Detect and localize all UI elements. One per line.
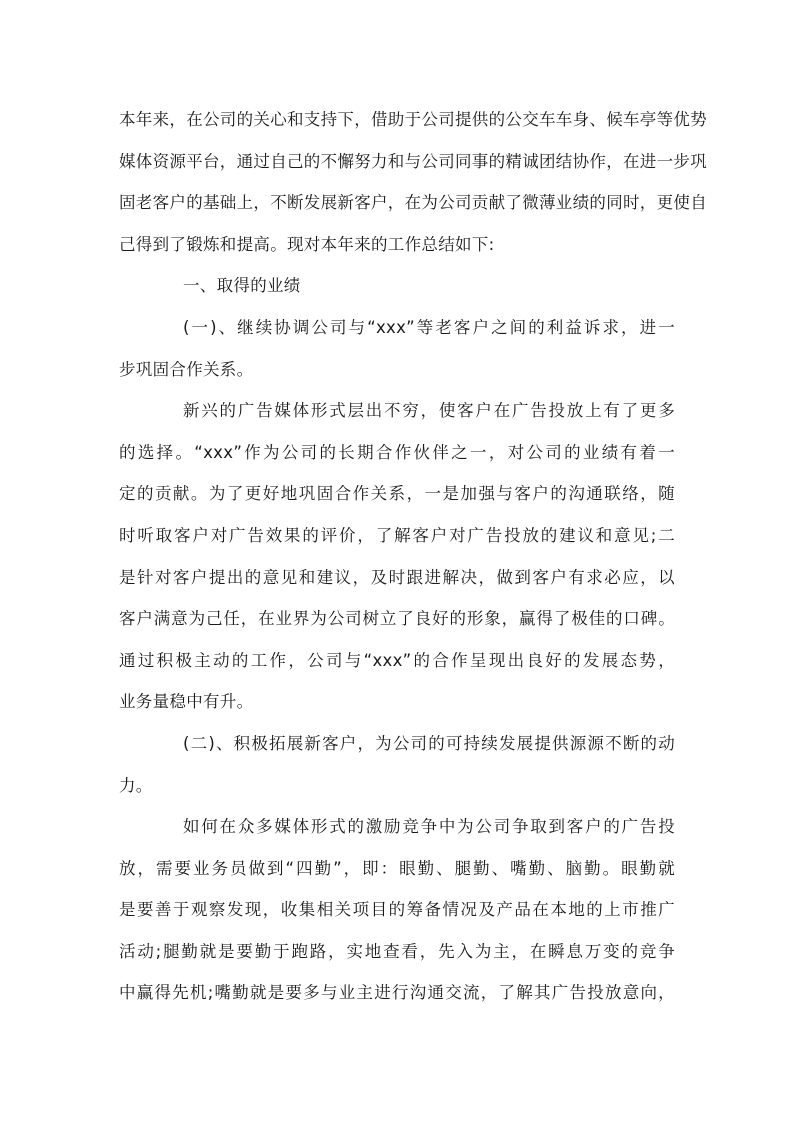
text-line: 力。 — [119, 775, 153, 795]
text-line: 客户满意为己任，在业界为公司树立了良好的形象，赢得了极佳的口碑。 — [119, 609, 675, 629]
text-line: 的选择。“xxx”作为公司的长期合作伙伴之一，对公司的业绩有着一 — [119, 442, 675, 462]
text-line: 固老客户的基础上，不断发展新客户，在为公司贡献了微薄业绩的同时，更使自 — [119, 193, 707, 213]
text-line: 本年来，在公司的关心和支持下，借助于公司提供的公交车车身、候车亭等优势 — [119, 110, 707, 129]
text-line: 业务量稳中有升。 — [119, 692, 254, 712]
text-line: 时听取客户对广告效果的评价，了解客户对广告投放的建议和意见;二 — [119, 525, 675, 545]
text-line: 如何在众多媒体形式的激励竞争中为公司争取到客户的广告投 — [183, 817, 675, 837]
text-line: 是针对客户提出的意见和建议，及时跟进解决，做到客户有求必应，以 — [119, 567, 675, 587]
document-body — [119, 99, 707, 1014]
subsection-heading: (二)、积极拓展新客户，为公司的可持续发展提供源源不断的动 — [183, 733, 675, 753]
text-line: 定的贡献。为了更好地巩固合作关系，一是加强与客户的沟通联络，随 — [119, 484, 675, 504]
text-line: 中赢得先机;嘴勤就是要多与业主进行沟通交流，了解其广告投放意向， — [119, 983, 675, 1003]
text-line: 步巩固合作关系。 — [119, 359, 254, 379]
text-line: 通过积极主动的工作，公司与“xxx”的合作呈现出良好的发展态势， — [119, 650, 675, 670]
text-line: 活动;腿勤就是要勤于跑路，实地查看，先入为主，在瞬息万变的竞争 — [119, 941, 675, 961]
section-heading: 一、取得的业绩 — [183, 276, 301, 296]
text-line: 是要善于观察发现，收集相关项目的筹备情况及产品在本地的上市推广 — [119, 900, 675, 920]
text-line: 己得到了锻炼和提高。现对本年来的工作总结如下: — [119, 234, 495, 254]
text-line: 放，需要业务员做到“四勤”，即：眼勤、腿勤、嘴勤、脑勤。眼勤就 — [119, 858, 675, 878]
text-line: 媒体资源平台，通过自己的不懈努力和与公司同事的精诚团结协作，在进一步巩 — [119, 151, 707, 171]
subsection-heading: (一)、继续协调公司与“xxx”等老客户之间的利益诉求，进一 — [183, 317, 675, 337]
text-line: 新兴的广告媒体形式层出不穷，使客户在广告投放上有了更多 — [183, 401, 675, 421]
